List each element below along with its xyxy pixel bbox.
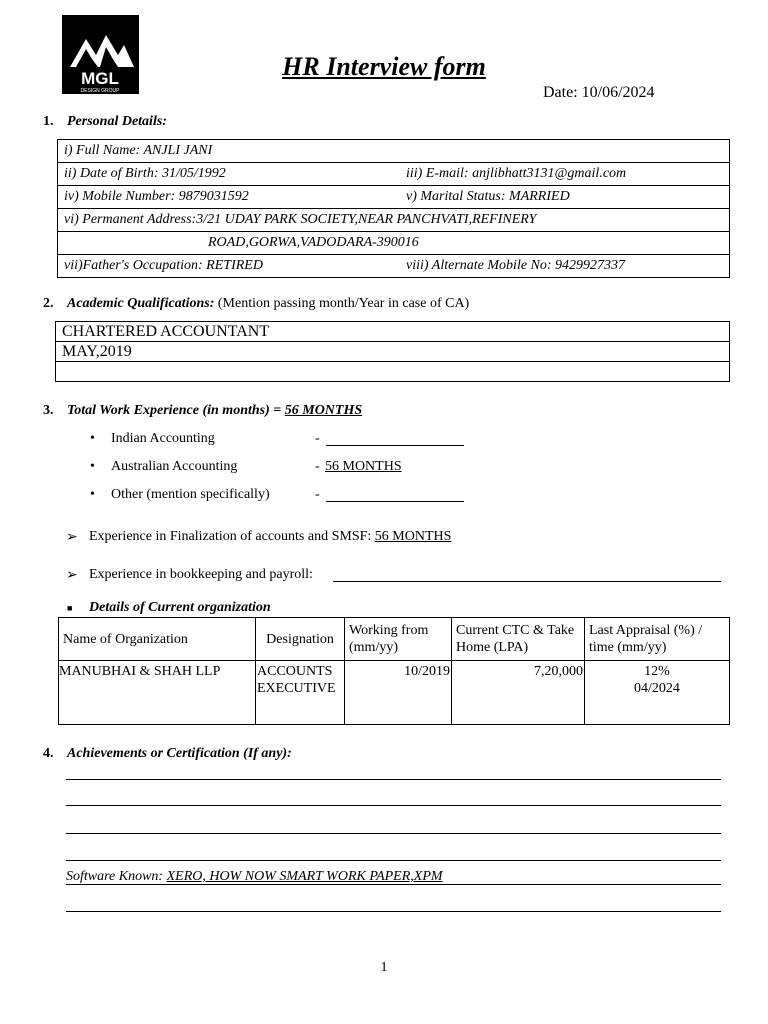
header-ctc: Current CTC & Take Home (LPA) xyxy=(452,618,585,661)
current-org-table xyxy=(58,617,730,725)
address-line-1: vi) Permanent Address:3/21 UDAY PARK SOCIETY,NEAR PANCHVATI,REFINERY xyxy=(58,209,730,232)
header-working-from: Working from (mm/yy) xyxy=(345,618,452,661)
achievements-line-2 xyxy=(66,805,721,806)
achievements-line-1 xyxy=(66,779,721,780)
current-org-heading: Details of Current organization xyxy=(89,600,271,615)
finalization-experience: Experience in Finalization of accounts and SMSF: 56 MONTHS xyxy=(89,529,452,544)
bullet-australian: • xyxy=(90,459,95,474)
software-line-2 xyxy=(66,911,721,912)
total-experience-value: 56 MONTHS xyxy=(284,403,363,418)
section-personal-heading: 1. Personal Details: xyxy=(43,114,167,129)
qualification-row-1: CHARTERED ACCOUNTANT xyxy=(56,322,730,342)
software-known: Software Known: XERO, HOW NOW SMART WORK PAPER,XPM xyxy=(66,869,443,884)
australian-accounting-label: Australian Accounting xyxy=(111,459,238,474)
address-line-2: ROAD,GORWA,VADODARA-390016 xyxy=(58,232,730,255)
org-name: MANUBHAI & SHAH LLP xyxy=(59,661,256,725)
full-name: i) Full Name: ANJLI JANI xyxy=(58,140,730,163)
section-academic-heading: 2. Academic Qualifications: (Mention passing month/Year in case of CA) xyxy=(43,296,470,311)
academic-table xyxy=(55,321,730,382)
bookkeeping-label: Experience in bookkeeping and payroll: xyxy=(89,567,313,582)
achievements-line-3 xyxy=(66,833,721,834)
marital-status: v) Marital Status: MARRIED xyxy=(406,189,570,204)
arrow-icon: ➢ xyxy=(66,530,78,545)
software-line xyxy=(66,884,721,885)
fathers-occupation: vii)Father's Occupation: RETIRED xyxy=(64,258,263,273)
indian-accounting-label: Indian Accounting xyxy=(111,431,215,446)
indian-accounting-blank xyxy=(326,445,464,446)
page-number: 1 xyxy=(380,960,388,975)
org-designation: ACCOUNTS EXECUTIVE xyxy=(256,661,345,725)
email: iii) E-mail: anjlibhatt3131@gmail.com xyxy=(406,166,627,181)
achievements-line-4 xyxy=(66,860,721,861)
other-experience-blank xyxy=(326,501,464,502)
header-org-name: Name of Organization xyxy=(59,618,256,661)
appraisal-percent: 12% xyxy=(644,664,670,679)
alternate-mobile: viii) Alternate Mobile No: 9429927337 xyxy=(406,258,626,273)
org-ctc: 7,20,000 xyxy=(452,661,585,725)
section-experience-heading: 3. Total Work Experience (in months) = 56 MONTHS xyxy=(43,403,363,418)
date-of-birth: ii) Date of Birth: 31/05/1992 xyxy=(64,166,226,181)
bullet-indian: • xyxy=(90,431,95,446)
logo-subtext: DESIGN GROUP xyxy=(80,88,120,94)
other-experience-label: Other (mention specifically) xyxy=(111,487,270,502)
qualification-row-3 xyxy=(56,362,730,382)
square-bullet-icon: ■ xyxy=(67,603,73,613)
qualification-row-2: MAY,2019 xyxy=(56,342,730,362)
appraisal-time: 04/2024 xyxy=(634,681,680,696)
australian-accounting-value: 56 MONTHS xyxy=(325,459,402,474)
personal-details-table xyxy=(57,139,730,278)
logo-text: MGL xyxy=(81,69,119,88)
header-designation: Designation xyxy=(256,618,345,661)
form-date: Date: 10/06/2024 xyxy=(543,84,655,101)
arrow-icon: ➢ xyxy=(66,568,78,583)
header-appraisal: Last Appraisal (%) / time (mm/yy) xyxy=(585,618,730,661)
bullet-other: • xyxy=(90,487,95,502)
bookkeeping-blank xyxy=(333,581,721,582)
academic-note: (Mention passing month/Year in case of CA) xyxy=(217,296,470,311)
mobile-number: iv) Mobile Number: 9879031592 xyxy=(64,189,249,204)
form-title: HR Interview form xyxy=(282,52,486,81)
org-working-from: 10/2019 xyxy=(345,661,452,725)
section-achievements-heading: 4. Achievements or Certification (If any): xyxy=(43,746,292,761)
